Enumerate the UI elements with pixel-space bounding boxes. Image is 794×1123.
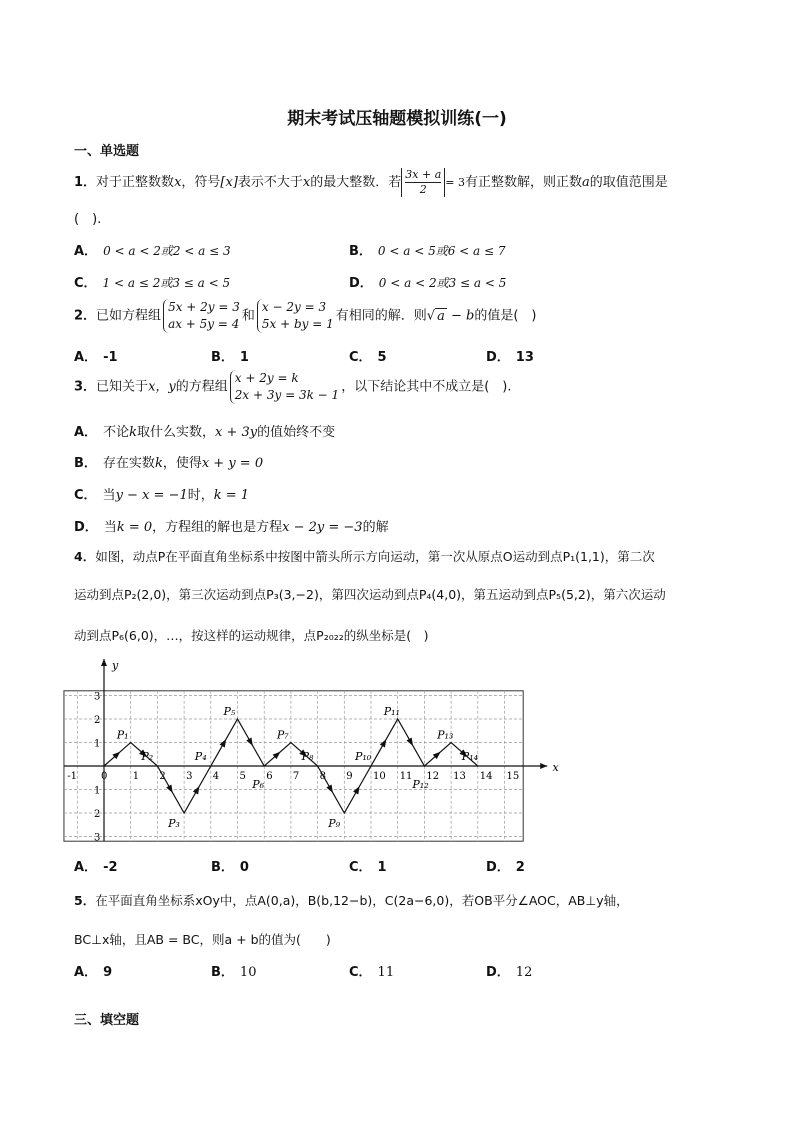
fraction: [401, 168, 445, 197]
option-text: -2: [103, 860, 118, 875]
option-label: D．: [74, 520, 98, 535]
stem-text: 在平面直角坐标系xOy中，点A(0,a)，B(b,12−b)，C(2a−6,0)，若OB平分∠AOC，AB⊥y轴，: [95, 893, 629, 908]
stem-text: 的取值范围是: [589, 175, 668, 190]
option-label: B．: [349, 244, 372, 259]
math-term: − b: [446, 308, 475, 324]
question-number: 4．: [74, 549, 96, 564]
x-tick-label: 9: [346, 771, 353, 782]
option-text: 1 < a ≤ 2或3 ≤ a < 5: [102, 276, 231, 290]
option-label: A．: [74, 244, 98, 259]
equation-system-1: [163, 299, 240, 333]
q5-option-a[interactable]: [74, 961, 118, 980]
question-number: 2．: [74, 308, 97, 324]
math-expr: x + 3y: [214, 425, 258, 440]
stem-text: 的值是( ): [474, 308, 537, 324]
question-4-stem-line3: 动到点P₆(6,0)，…，按这样的运动规律，点P₂₀₂₂的纵坐标是( ): [74, 628, 429, 643]
option-label: B．: [74, 456, 97, 471]
point-label: P₃: [168, 817, 180, 830]
x-tick-label: 0: [101, 771, 108, 782]
fraction-numerator: 3x + a: [405, 168, 442, 181]
stem-text: 的方程组: [175, 379, 228, 395]
question-4-stem-line1: [74, 547, 655, 565]
x-axis-arrow: [540, 763, 547, 769]
option-label: A．: [74, 860, 98, 875]
option-label: B．: [211, 350, 234, 365]
x-tick-label: 5: [239, 771, 246, 782]
q1-option-b[interactable]: [349, 240, 506, 259]
x-tick-label: 3: [186, 771, 193, 782]
option-label: C．: [74, 276, 97, 291]
option-text: 不论: [103, 425, 130, 440]
point-label: P₉: [328, 817, 341, 830]
equation: x + 2y = k: [234, 371, 299, 385]
math-bracket: [x]: [220, 175, 238, 190]
q5-option-d[interactable]: [486, 961, 532, 980]
option-label: D．: [486, 350, 510, 365]
point-label: P₅: [223, 705, 236, 718]
option-text: 0: [239, 860, 249, 875]
question-1-stem: [74, 168, 668, 197]
equation: 5x + by = 1: [261, 317, 334, 331]
fraction-denominator: 2: [419, 183, 427, 196]
x-tick-label: 2: [159, 771, 166, 782]
stem-text: 和: [241, 308, 255, 324]
option-text: 10: [239, 965, 257, 980]
equation: 5x + 2y = 3: [168, 300, 240, 314]
q4-option-b[interactable]: [211, 856, 255, 875]
x-axis-label: x: [552, 761, 559, 774]
option-text: 1: [377, 860, 387, 875]
option-text: ，使得: [162, 456, 202, 471]
stem-text: 已知关于: [96, 379, 149, 395]
option-label: C．: [349, 350, 372, 365]
question-3-stem: [74, 370, 511, 404]
math-expr: k = 1: [213, 488, 250, 503]
q2-option-d[interactable]: [486, 346, 540, 365]
point-label: P₁₃: [437, 728, 454, 742]
q1-option-d[interactable]: [349, 272, 506, 291]
page-title: 期末考试压轴题模拟训练(一): [287, 109, 507, 129]
math-expr: k = 0: [116, 520, 153, 535]
x-tick-label: 12: [426, 771, 440, 782]
x-tick-label: 10: [373, 771, 386, 782]
option-label: A．: [74, 425, 98, 440]
equation: 2x + 3y = 3k − 1: [234, 388, 340, 402]
stem-text: ，以下结论其中不成立是( ).: [341, 379, 512, 395]
x-tick-label: 8: [319, 771, 326, 782]
x-tick-label: 4: [212, 771, 220, 782]
option-label: B．: [211, 860, 234, 875]
point-label: P₆: [252, 778, 265, 791]
stem-text: 表示不大于: [237, 175, 303, 190]
option-text: 存在实数: [102, 456, 155, 471]
option-text: 0 < a < 2或2 < a ≤ 3: [103, 244, 231, 258]
math-expr: x − 2y = −3: [282, 520, 363, 535]
q1-option-c[interactable]: [74, 272, 230, 291]
x-tick-label: 13: [453, 771, 466, 782]
q5-option-c[interactable]: [349, 961, 394, 980]
option-label: A．: [74, 350, 98, 365]
q1-option-a[interactable]: [74, 240, 231, 259]
option-label: C．: [349, 965, 372, 980]
q2-option-b[interactable]: [211, 346, 255, 365]
sqrt-expression: √ a − b: [426, 308, 475, 324]
point-label: P₁₁: [383, 705, 400, 718]
x-tick-label: 14: [479, 771, 493, 782]
section-heading-fill-blank: 三、填空题: [74, 1013, 140, 1028]
option-text: -1: [103, 350, 118, 365]
q3-option-a[interactable]: [74, 421, 335, 440]
point-label: P₁₂: [412, 778, 429, 791]
math-var: x: [174, 175, 182, 190]
x-tick-label: 11: [399, 771, 413, 782]
point-label: P₁: [116, 728, 129, 742]
stem-text: 的最大整数．若: [310, 175, 402, 190]
x-tick-label: 15: [506, 771, 520, 782]
option-label: C．: [74, 488, 97, 503]
q4-option-c[interactable]: [349, 856, 393, 875]
stem-text: 已如方程组: [96, 308, 162, 324]
option-label: D．: [486, 965, 510, 980]
option-label: D．: [349, 276, 373, 291]
q3-option-c[interactable]: [74, 484, 249, 503]
question-number: 5．: [74, 893, 96, 908]
option-text: 2: [515, 860, 525, 875]
option-label: D．: [486, 860, 510, 875]
q5-option-b[interactable]: [211, 961, 256, 980]
x-tick-label: 7: [292, 771, 300, 782]
question-2-stem: [74, 299, 537, 333]
point-label: P₄: [194, 750, 207, 763]
option-text: 11: [377, 965, 395, 980]
question-1-stem-end: ( ).: [74, 212, 102, 227]
x-tick-label: -1: [67, 771, 78, 782]
math-equals: = 3: [445, 176, 465, 189]
section-heading-single-choice: 一、单选题: [74, 144, 140, 159]
option-text: 0 < a < 2或3 ≤ a < 5: [378, 276, 507, 290]
point-label: P₇: [276, 728, 289, 742]
question-5-stem-line2: BC⊥x轴，且AB = BC，则a + b的值为( ): [74, 932, 331, 947]
option-text: 取什么实数，: [136, 425, 215, 440]
option-label: B．: [211, 965, 234, 980]
math-expr: k: [154, 456, 163, 471]
point-label: P₁₄: [461, 750, 479, 763]
option-text: 12: [515, 965, 533, 980]
point-label: P₁₀: [355, 750, 372, 763]
equation-system-2: [257, 299, 334, 333]
option-label: A．: [74, 965, 98, 980]
q3-option-b[interactable]: [74, 452, 263, 471]
math-expr: k: [129, 425, 137, 440]
y-tick-label: 2: [94, 715, 101, 726]
stem-text: 如图，动点P在平面直角坐标系中按图中箭头所示方向运动，第一次从原点O运动到点P₁(1,1)，第二次: [95, 549, 655, 564]
y-tick-label: 3: [94, 691, 101, 703]
option-text: ，方程组的解也是方程: [152, 520, 283, 535]
q4-option-a[interactable]: [74, 856, 124, 875]
option-text: 的解: [362, 520, 389, 535]
equation: x − 2y = 3: [261, 300, 327, 314]
math-expr: x + y = 0: [201, 456, 264, 471]
option-label: C．: [349, 860, 372, 875]
option-text: 当: [103, 520, 117, 535]
math-expr: y − x = −1: [115, 488, 188, 503]
sqrt-radicand: a: [437, 308, 445, 324]
y-axis-arrow: [101, 659, 107, 666]
point-label: P₂: [141, 750, 154, 763]
x-tick-label: 1: [132, 771, 140, 782]
point-label: P₈: [301, 750, 314, 763]
x-tick-label: 6: [266, 771, 273, 782]
option-text: 的值始终不变: [257, 425, 336, 440]
math-var: a: [582, 175, 590, 190]
stem-text: ，符号: [181, 175, 221, 190]
y-tick-label: 1: [94, 738, 101, 750]
motion-path-chart: [60, 655, 559, 847]
y-axis-label: y: [112, 659, 119, 672]
question-4-stem-line2: 运动到点P₂(2,0)，第三次运动到点P₃(3,−2)，第四次运动到点P₄(4,0)，第五运动到点P₅(5,2)，第六次运动: [74, 587, 666, 602]
option-text: 9: [103, 965, 113, 980]
question-5-stem-line1: [74, 891, 629, 909]
q2-option-c[interactable]: [349, 346, 393, 365]
equation: ax + 5y = 4: [168, 317, 240, 331]
option-text: 0 < a < 5或6 < a ≤ 7: [377, 244, 506, 258]
q3-option-d[interactable]: [74, 516, 389, 535]
math-var: x，y: [148, 379, 176, 395]
q2-option-a[interactable]: [74, 346, 124, 365]
option-text: 当: [102, 488, 116, 503]
stem-text: 对于正整数数: [96, 175, 175, 190]
option-text: 1: [239, 350, 249, 365]
question-number: 3．: [74, 379, 97, 395]
equation-system: [230, 370, 339, 404]
q4-option-d[interactable]: [486, 856, 531, 875]
stem-text: 有相同的解．则: [335, 308, 427, 324]
question-number: 1．: [74, 175, 97, 190]
option-text: 时，: [187, 488, 214, 503]
math-var: x: [302, 175, 311, 190]
option-text: 13: [515, 350, 534, 365]
y-tick-label: 2: [94, 809, 101, 820]
stem-text: 有正整数解，则正数: [464, 175, 582, 190]
option-text: 5: [377, 350, 387, 365]
y-tick-label: 3: [94, 832, 101, 844]
y-tick-label: 1: [94, 785, 101, 797]
